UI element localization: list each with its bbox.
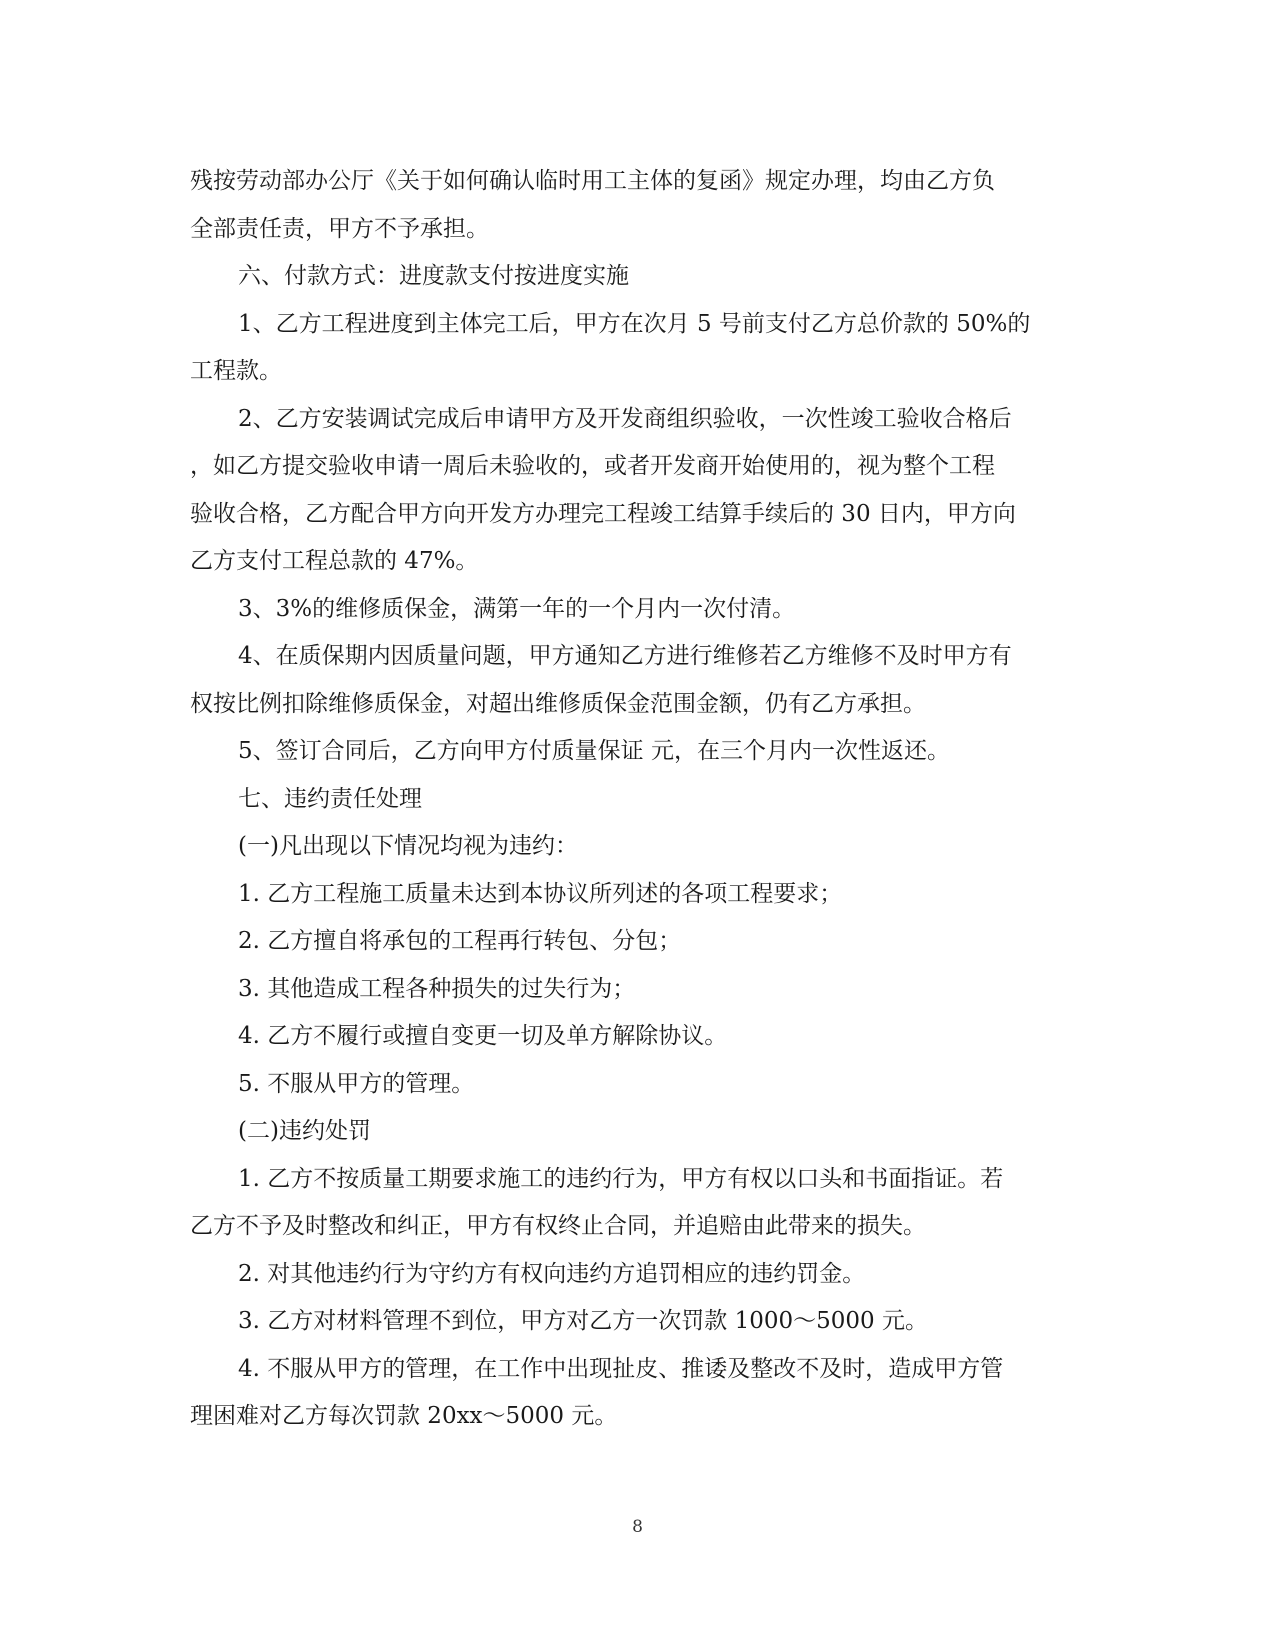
- page-number: 8: [632, 1517, 643, 1537]
- text-line: 理困难对乙方每次罚款 20xx～5000 元。: [190, 1403, 618, 1429]
- text-line: 1. 乙方工程施工质量未达到本协议所列述的各项工程要求；: [238, 880, 843, 907]
- text-line: 4、在质保期内因质量问题，甲方通知乙方进行维修若乙方维修不及时甲方有: [238, 643, 1012, 669]
- text-line: 1. 乙方不按质量工期要求施工的违约行为，甲方有权以口头和书面指证。若: [238, 1165, 1004, 1192]
- text-line: 2. 对其他违约行为守约方有权向违约方追罚相应的违约罚金。: [238, 1260, 866, 1287]
- text-line: ，如乙方提交验收申请一周后未验收的，或者开发商开始使用的，视为整个工程: [190, 453, 995, 479]
- subsection-heading: (一)凡出现以下情况均视为违约：: [238, 833, 578, 859]
- subsection-heading: (二)违约处罚: [238, 1118, 371, 1144]
- text-line: 乙方不予及时整改和纠正，甲方有权终止合同，并追赔由此带来的损失。: [190, 1213, 926, 1239]
- text-line: 3. 其他造成工程各种损失的过失行为；: [238, 975, 636, 1002]
- text-line: 2、乙方安装调试完成后申请甲方及开发商组织验收，一次性竣工验收合格后: [238, 405, 1012, 432]
- text-line: 全部责任责，甲方不予承担。: [190, 215, 489, 242]
- text-line: 乙方支付工程总款的 47%。: [190, 548, 479, 574]
- text-line: 5. 不服从甲方的管理。: [238, 1070, 475, 1097]
- text-line: 5、签订合同后，乙方向甲方付质量保证 元，在三个月内一次性返还。: [238, 738, 950, 764]
- text-line: 2. 乙方擅自将承包的工程再行转包、分包；: [238, 928, 682, 954]
- text-line: 残按劳动部办公厅《关于如何确认临时用工主体的复函》规定办理，均由乙方负: [190, 168, 995, 194]
- text-line: 权按比例扣除维修质保金，对超出维修质保金范围金额，仍有乙方承担。: [190, 690, 926, 717]
- text-line: 验收合格，乙方配合甲方向开发方办理完工程竣工结算手续后的 30 日内，甲方向: [190, 500, 1016, 527]
- section-heading-payment: 六、付款方式：进度款支付按进度实施: [238, 263, 629, 289]
- text-line: 1、乙方工程进度到主体完工后，甲方在次月 5 号前支付乙方总价款的 50%的: [238, 310, 1031, 337]
- text-line: 4. 乙方不履行或擅自变更一切及单方解除协议。: [238, 1023, 728, 1049]
- section-heading-breach: 七、违约责任处理: [238, 785, 422, 812]
- text-line: 4. 不服从甲方的管理，在工作中出现扯皮、推诿及整改不及时，造成甲方管: [238, 1355, 1004, 1382]
- body-text: [190, 158, 1080, 1441]
- text-line: 3、3%的维修质保金，满第一年的一个月内一次付清。: [238, 595, 796, 622]
- text-line: 工程款。: [190, 358, 282, 384]
- text-line: 3. 乙方对材料管理不到位，甲方对乙方一次罚款 1000～5000 元。: [238, 1308, 928, 1334]
